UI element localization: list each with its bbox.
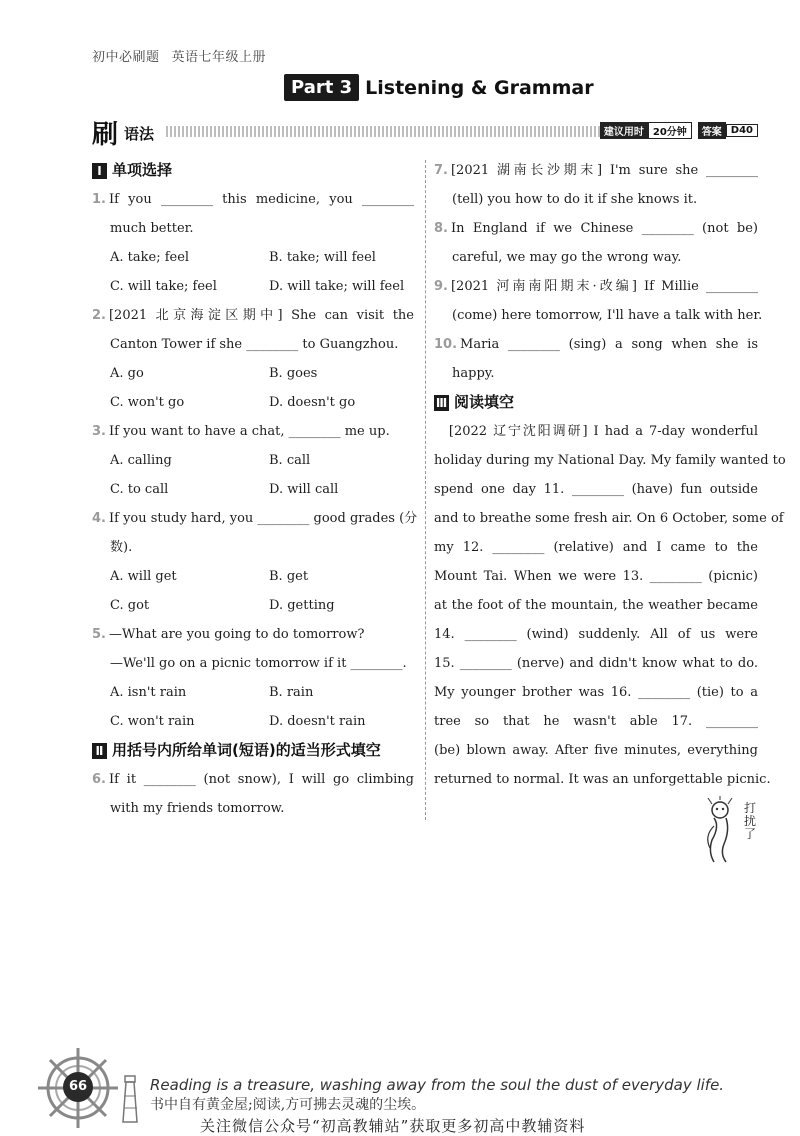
text-line [434,475,758,504]
line-text: —What are you going to do tomorrow? [108,627,365,642]
option-text: A. take; feel [110,250,190,265]
line-text: [2021 河南南阳期末·改编] If Millie ________ [450,279,758,294]
question-line [434,330,758,359]
option-text: A. calling [110,453,172,468]
section-header [92,114,758,150]
part-title: Listening & Grammar [365,76,594,99]
line-text: Maria ________ (sing) a song when she is [460,337,758,352]
footer-wechat-notice: 关注微信公众号“初高教辅站”获取更多初高中教辅资料 [200,1117,586,1135]
question-line [92,301,414,330]
text-line [92,330,414,359]
option-row [92,678,414,707]
line-text: at the foot of the mountain, the weather became [434,598,758,613]
question-number: 9. [434,279,448,294]
option-text: D. will call [269,482,339,497]
text-line [434,301,763,330]
option-text: A. go [110,366,144,381]
question-line [434,272,758,301]
line-text: careful, we may go the wrong way. [452,250,682,265]
option-row [92,272,414,301]
option-text: C. won't rain [110,714,195,729]
text-line [92,214,414,243]
line-text: My younger brother was 16. ________ (tie) to a [434,685,758,700]
text-line [434,417,758,446]
text-line [434,243,758,272]
line-text: 14. ________ (wind) suddenly. All of us were [434,627,758,642]
question-line [92,185,414,214]
cartoon-decoration [700,796,760,870]
option-text: A. isn't rain [110,685,187,700]
option-row [92,475,414,504]
line-text: Mount Tai. When we were 13. ________ (picnic) [434,569,758,584]
text-line [434,562,758,591]
footer-quote-cn: 书中自有黄金屋;阅读,方可拂去灵魂的尘埃。 [150,1097,426,1113]
option-text: C. will take; feel [110,279,217,294]
option-row [92,243,414,272]
option-text: C. got [110,598,150,613]
line-text: If you study hard, you ________ good grades (分 [108,511,418,526]
header-stripe [166,126,614,137]
answer-label: 答案 [698,122,726,139]
line-text: happy. [452,366,495,381]
answer-value: D40 [726,124,758,137]
question-number: 6. [92,772,106,787]
text-line [434,678,758,707]
question-number: 7. [434,163,448,178]
roman-numeral-badge: Ⅱ [92,743,107,759]
line-text: (be) blown away. After five minutes, everything [434,743,758,758]
option-text: B. goes [269,366,318,381]
question-line [434,214,758,243]
option-row [92,359,414,388]
line-text: [2022 辽宁沈阳调研] I had a 7-day wonderful [434,424,758,439]
option-text: D. will take; will feel [269,279,405,294]
roman-numeral-badge: Ⅲ [435,395,448,410]
page-number: 66 [63,1072,93,1102]
text-line [434,533,758,562]
question-number: 1. [92,192,106,207]
option-row [92,591,414,620]
text-line [434,359,758,388]
line-text: [2021 北京海淀区期中] She can visit the [108,308,414,323]
line-text: [2021 湖南长沙期末] I'm sure she ________ [450,163,758,178]
text-line [434,649,758,678]
question-number: 10. [434,337,458,352]
line-text: holiday during my National Day. My family wanted to [434,453,786,468]
line-text: my 12. ________ (relative) and I came to the [434,540,758,555]
section-heading [434,388,758,417]
page-footer [0,1036,800,1135]
footer-quote-en: Reading is a treasure, washing away from the soul the dust of everyday life. [150,1076,725,1094]
text-line [434,765,771,794]
right-column [434,156,786,794]
column-divider [425,160,427,820]
option-row [92,388,414,417]
text-line [434,446,786,475]
question-number: 4. [92,511,106,526]
option-text: B. call [269,453,311,468]
question-line [92,620,414,649]
book-name: 初中必刷题 [92,50,160,65]
option-text: A. will get [110,569,177,584]
text-line [434,620,758,649]
option-text: D. getting [269,598,335,613]
text-line [92,649,414,678]
question-number: 2. [92,308,106,323]
question-number: 3. [92,424,106,439]
line-text: much better. [110,221,194,236]
option-text: B. get [269,569,309,584]
option-text: B. take; will feel [269,250,376,265]
line-text: with my friends tomorrow. [110,801,285,816]
line-text: Canton Tower if she ________ to Guangzhou. [110,337,399,352]
running-header [92,46,266,65]
line-text: If it ________ (not snow), I will go climbing [108,772,414,787]
section-heading-text: 阅读填空 [454,393,515,411]
option-text: D. doesn't go [269,395,356,410]
question-number: 5. [92,627,106,642]
part-title-bar [284,74,594,101]
option-row [92,562,414,591]
option-row [92,707,414,736]
option-text: D. doesn't rain [269,714,366,729]
subject-name: 英语七年级上册 [171,50,267,65]
time-tag [600,122,692,139]
line-text: In England if we Chinese ________ (not be) [450,221,758,236]
option-row [92,446,414,475]
line-text: 15. ________ (nerve) and didn't know what to do. [434,656,758,671]
section-tags [600,122,758,139]
text-line [434,591,758,620]
text-line [434,504,784,533]
question-line [92,765,414,794]
lighthouse-icon [116,1072,144,1124]
section-heading-text: 用括号内所给单词(短语)的适当形式填空 [112,741,381,759]
text-line [434,185,758,214]
text-line [434,736,758,765]
line-text: —We'll go on a picnic tomorrow if it ________. [110,656,407,671]
option-text: B. rain [269,685,314,700]
line-text: tree so that he wasn't able 17. ________ [434,714,758,729]
line-text: (come) here tomorrow, I'll have a talk with her. [452,308,763,323]
time-label: 建议用时 [600,122,648,139]
text-line [92,533,414,562]
question-number: 8. [434,221,448,236]
section-heading [92,156,414,185]
question-line [92,417,414,446]
section-big-char: 刷 [92,120,119,150]
question-line [434,156,758,185]
text-line [434,707,758,736]
option-text: C. to call [110,482,169,497]
question-line [92,504,418,533]
line-text: spend one day 11. ________ (have) fun outside [434,482,758,497]
answer-tag [698,122,758,139]
roman-numeral-badge: Ⅰ [92,163,107,179]
line-text: returned to normal. It was an unforgettable picnic. [434,772,771,787]
section-heading [92,736,414,765]
line-text: and to breathe some fresh air. On 6 October, some of [434,511,784,526]
option-text: C. won't go [110,395,185,410]
line-text: If you ________ this medicine, you ________ [108,192,414,207]
part-badge: Part 3 [284,74,359,101]
line-text: (tell) you how to do it if she knows it. [452,192,698,207]
line-text: 数). [110,540,133,555]
left-column [92,156,418,823]
line-text: If you want to have a chat, ________ me up. [108,424,390,439]
section-label: 语法 [124,125,155,143]
section-heading-text: 单项选择 [112,161,173,179]
text-line [92,794,414,823]
time-value: 20分钟 [648,122,692,139]
cartoon-text: 打扰了 [744,801,757,841]
